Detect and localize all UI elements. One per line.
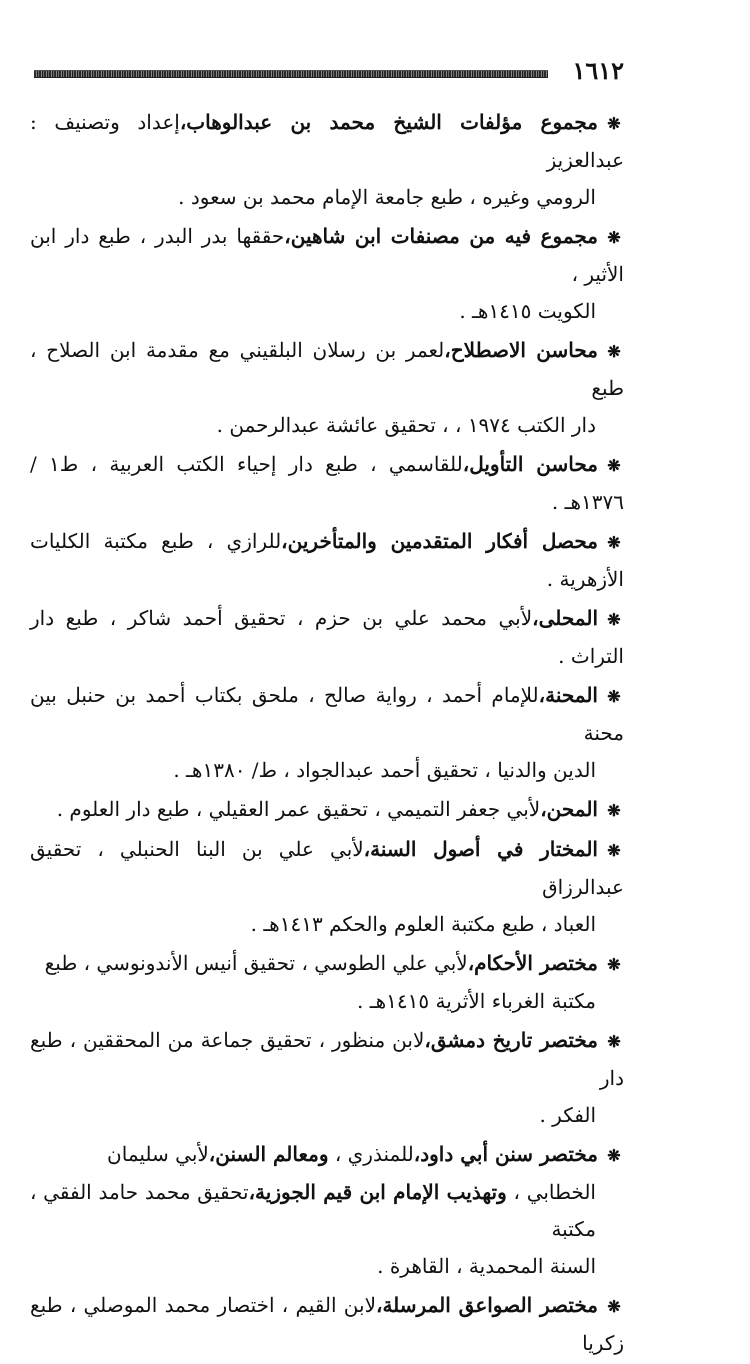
entry-text: مكتبة الغرباء الأثرية ١٤١٥هـ . <box>357 989 596 1013</box>
header-rule <box>34 70 548 78</box>
bullet-icon: ❋ <box>607 342 621 361</box>
bibliography-entry <box>30 523 624 598</box>
entry-title: محصل أفكار المتقدمين والمتأخرين، <box>281 529 598 553</box>
bibliography-entry <box>30 1022 624 1134</box>
entry-title: مجموع مؤلفات الشيخ محمد بن عبدالوهاب، <box>179 110 598 134</box>
bibliography-entry <box>30 600 624 675</box>
entry-title: محاسن الاصطلاح، <box>444 338 599 362</box>
entry-title: المختار في أصول السنة، <box>363 837 598 861</box>
entry-text: لابن القيم ، اختصار محمد الموصلي ، طبع زكريا <box>30 1293 624 1355</box>
entry-text: للإمام أحمد ، رواية صالح ، ملحق بكتاب أحمد بن حنبل بين محنة <box>30 683 624 745</box>
entry-text: السنة المحمدية ، القاهرة . <box>377 1254 596 1278</box>
entry-text: لأبي علي الطوسي ، تحقيق أنيس الأندونوسي ، طبع <box>44 951 468 975</box>
entry-text: للمنذري ، <box>328 1142 414 1166</box>
bibliography-entry <box>30 791 624 829</box>
entry-text: الخطابي ، <box>506 1180 596 1204</box>
entry-text: الدين والدنيا ، تحقيق أحمد عبدالجواد ، ط/ ١٣٨٠هـ . <box>173 758 596 782</box>
entry-text: دار الكتب ١٩٧٤ ، ، تحقيق عائشة عبدالرحمن . <box>216 413 596 437</box>
entry-title: مختصر الصواعق المرسلة، <box>376 1293 599 1317</box>
bibliography-entry <box>30 332 624 444</box>
entry-text: لابن منظور ، تحقيق جماعة من المحققين ، طبع دار <box>30 1028 624 1090</box>
bullet-icon: ❋ <box>607 114 621 133</box>
entry-title: المحن، <box>540 797 598 821</box>
entry-text: للقاسمي ، طبع دار إحياء الكتب العربية ، ط١ / ١٣٧٦هـ . <box>30 452 624 514</box>
bullet-icon: ❋ <box>607 456 621 475</box>
entry-text: لأبي سليمان <box>107 1142 209 1166</box>
bibliography-entry <box>30 104 624 216</box>
bullet-icon: ❋ <box>607 801 621 820</box>
page-header <box>30 52 624 90</box>
entry-text: تحقيق محمد حامد الفقي ، مكتبة <box>30 1180 596 1241</box>
entry-text: الفكر . <box>539 1103 596 1127</box>
entry-title: ومعالم السنن، <box>208 1142 329 1166</box>
bullet-icon: ❋ <box>607 533 621 552</box>
entry-title: وتهذيب الإمام ابن قيم الجوزية، <box>248 1180 507 1204</box>
bibliography-entry <box>30 831 624 943</box>
entry-title: مختصر سنن أبي داود، <box>413 1142 598 1166</box>
bullet-icon: ❋ <box>607 610 621 629</box>
entry-title: مختصر الأحكام، <box>467 951 598 975</box>
bibliography-entry <box>30 945 624 1020</box>
bullet-icon: ❋ <box>607 687 621 706</box>
bullet-icon: ❋ <box>607 228 621 247</box>
entry-text: إعداد وتصنيف : عبدالعزيز <box>30 110 624 172</box>
entry-title: المحنة، <box>538 683 598 707</box>
bullet-icon: ❋ <box>607 955 621 974</box>
bullet-icon: ❋ <box>607 841 621 860</box>
bibliography-entry <box>30 446 624 521</box>
entry-title: مختصر تاريخ دمشق، <box>424 1028 599 1052</box>
bibliography-entry <box>30 218 624 330</box>
entry-title: المحلى، <box>532 606 598 630</box>
bibliography-entry <box>30 1136 624 1285</box>
entry-text: لأبي جعفر التميمي ، تحقيق عمر العقيلي ، طبع دار العلوم . <box>56 797 541 821</box>
bibliography-list <box>30 104 624 1364</box>
entry-text: العباد ، طبع مكتبة العلوم والحكم ١٤١٣هـ . <box>250 912 596 936</box>
entry-text: للرازي ، طبع مكتبة الكليات الأزهرية . <box>30 529 624 591</box>
bullet-icon: ❋ <box>607 1297 621 1316</box>
bullet-icon: ❋ <box>607 1146 621 1165</box>
bullet-icon: ❋ <box>607 1032 621 1051</box>
entry-text: لأبي محمد علي بن حزم ، تحقيق أحمد شاكر ، طبع دار التراث . <box>30 606 624 668</box>
entry-text: لعمر بن رسلان البلقيني مع مقدمة ابن الصلاح ، طبع <box>30 338 624 400</box>
book-page <box>30 52 624 1355</box>
entry-text: لأبي علي بن البنا الحنبلي ، تحقيق عبدالرزاق <box>30 837 624 899</box>
entry-text: الرومي وغيره ، طبع جامعة الإمام محمد بن سعود . <box>178 185 596 209</box>
entry-text: حققها بدر البدر ، طبع دار ابن الأثير ، <box>30 224 624 286</box>
entry-text: الكويت ١٤١٥هـ . <box>459 299 596 323</box>
entry-title: مجموع فيه من مصنفات ابن شاهين، <box>284 224 599 248</box>
bibliography-entry <box>30 1287 624 1362</box>
bibliography-entry <box>30 677 624 789</box>
page-number: ١٦١٢ <box>572 56 624 85</box>
entry-title: محاسن التأويل، <box>462 452 598 476</box>
